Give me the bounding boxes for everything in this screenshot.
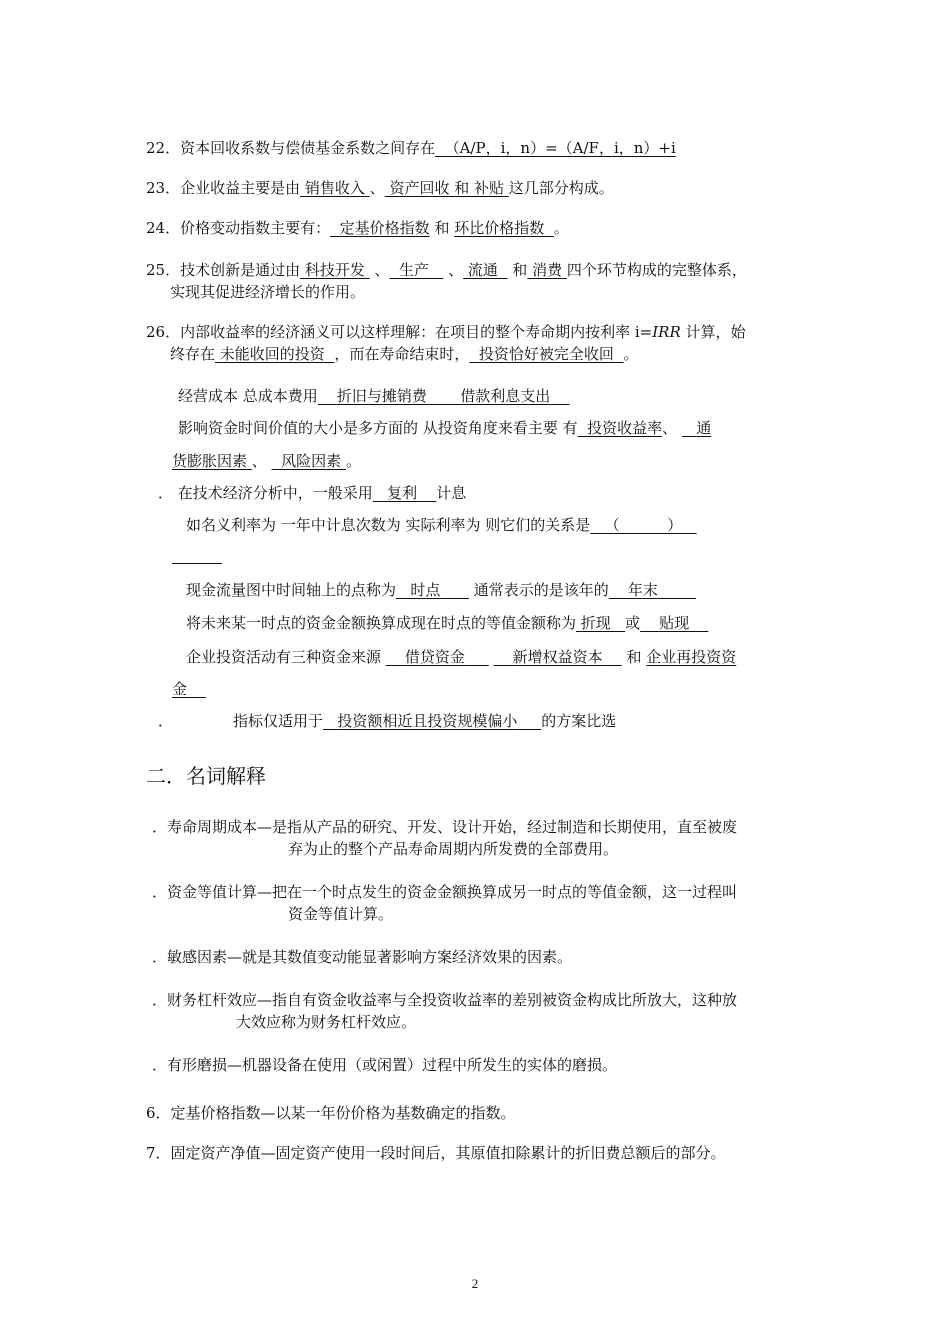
question-34: [158, 711, 616, 731]
separator: 或: [625, 614, 641, 632]
item-number: ．: [152, 991, 168, 1009]
formula-part: i=: [634, 323, 653, 341]
definition-text: 弃为止的整个产品寿命周期内所发费的全部费用。: [288, 840, 619, 858]
question-25-line-2: [170, 282, 365, 302]
item-number: ．: [152, 1056, 168, 1074]
answer-blank: 流通: [467, 261, 498, 279]
answer-blank: 消费: [532, 261, 563, 279]
question-text-end: 的方案比选: [541, 712, 617, 730]
definition-1-line-2: [288, 839, 618, 859]
separator: 、: [369, 179, 385, 197]
question-text: 实现其促进经济增长的作用。: [170, 283, 366, 301]
separator: 、: [662, 419, 678, 437]
answer-blank: 货膨胀因素: [172, 452, 248, 470]
question-text: 22．资本回收系数与偿债基金系数之间存在: [146, 139, 436, 157]
question-29: [158, 483, 466, 503]
question-text: 经营成本 总成本费用: [178, 387, 318, 405]
question-text: 影响资金时间价值的大小是多方面的 从投资角度来看主要 有: [178, 419, 578, 437]
page-number: 2: [471, 1276, 479, 1291]
question-27: [178, 386, 569, 406]
question-text-end: 计息: [436, 484, 467, 502]
answer-blank: 借贷资金: [404, 648, 465, 666]
question-28-line-1: [178, 418, 711, 438]
definition-text: 敏感因素—就是其数值变动能显著影响方案经济效果的因素。: [167, 948, 573, 966]
answer-blank: 通: [696, 419, 712, 437]
definition-text: 资金等值计算。: [288, 905, 394, 923]
definition-2-line-1: [152, 882, 737, 902]
formula-irr: IRR: [652, 323, 681, 341]
answer-blank: 风险因素: [281, 452, 342, 470]
question-text: 如名义利率为 一年中计息次数为 实际利率为 则它们的关系是: [186, 516, 591, 534]
answer-blank: 投资额相近且投资规模偏小: [337, 712, 518, 730]
item-number: ．: [152, 948, 168, 966]
question-28-line-2: [172, 451, 361, 471]
answer-blank: 投资收益率: [587, 419, 663, 437]
separator: 、: [374, 261, 390, 279]
question-31: [186, 580, 696, 600]
question-text-end: 这几部分构成。: [508, 179, 614, 197]
answer-blank: 贴现: [659, 614, 690, 632]
answer-blank: 时点: [410, 581, 441, 599]
question-text: 指标仅适用于: [233, 712, 324, 730]
question-25-line-1: [146, 260, 747, 280]
answer-blank: （ ）: [604, 516, 683, 534]
answer-blank: 复利: [387, 484, 418, 502]
definition-text: 资金等值计算—把在一个时点发生的资金金额换算成另一时点的等值金额，这一过程叫: [167, 883, 738, 901]
separator: 和: [626, 648, 642, 666]
section-heading: 二．名词解释: [146, 764, 266, 788]
question-30: [186, 515, 697, 535]
definition-3: [152, 947, 572, 967]
question-26-line-1: [146, 322, 746, 342]
answer-blank: 销售收入: [304, 179, 365, 197]
definition-4-line-1: [152, 990, 737, 1010]
answer-blank: 金: [172, 680, 188, 698]
answer-blank: 环比价格指数: [454, 219, 545, 237]
answer-blank: 投资恰好被完全收回: [478, 345, 614, 363]
definition-4-line-2: [236, 1012, 416, 1032]
question-text: ，而在寿命结束时，: [334, 345, 470, 363]
question-text: 通常表示的是该年的: [473, 581, 609, 599]
question-text: 将未来某一时点的资金金额换算成现在时点的等值金额称为: [186, 614, 577, 632]
answer-blank: 资产回收 和 补贴: [389, 179, 505, 197]
question-text: 企业投资活动有三种资金来源: [186, 648, 382, 666]
question-33-line-2: [172, 679, 206, 699]
definition-text: 定基价格指数—以某一年份价格为基数确定的指数。: [170, 1104, 516, 1122]
definition-1-line-1: [152, 817, 737, 837]
question-text: 23．企业收益主要是由: [146, 179, 301, 197]
item-number: ．: [152, 883, 168, 901]
item-number: ．: [158, 712, 174, 730]
answer-blank: 生产: [399, 261, 430, 279]
question-text: 现金流量图中时间轴上的点称为: [186, 581, 397, 599]
separator: 和: [512, 261, 528, 279]
answer-blank: 企业再投资资: [646, 648, 737, 666]
question-text: 终存在: [170, 345, 216, 363]
item-number: 6．: [146, 1104, 171, 1122]
definition-2-line-2: [288, 904, 393, 924]
question-24: [146, 218, 569, 238]
question-text: 计算，始: [685, 323, 746, 341]
question-33-line-1: [186, 647, 736, 667]
question-32: [186, 613, 708, 633]
definition-5: [152, 1055, 617, 1075]
question-22: [146, 138, 676, 158]
answer-blank: （A/P，i，n）=（A/F，i，n）+i: [444, 139, 676, 157]
definition-text: 寿命周期成本—是指从产品的研究、开发、设计开始，经过制造和长期使用，直至被废: [167, 818, 738, 836]
question-text: 在技术经济分析中，一般采用: [177, 484, 373, 502]
answer-blank: 新增权益资本: [512, 648, 603, 666]
answer-blank: 未能收回的投资: [219, 345, 325, 363]
answer-blank: 年末: [627, 581, 658, 599]
question-text: 26．内部收益率的经济涵义可以这样理解：在项目的整个寿命期内按利率: [146, 323, 631, 341]
question-text-end: 。: [623, 345, 639, 363]
definition-text: 财务杠杆效应—指自有资金收益率与全投资收益率的差别被资金构成比所放大，这种放: [167, 991, 738, 1009]
answer-blank: 定基价格指数: [339, 219, 430, 237]
question-text-end: 。: [553, 219, 569, 237]
separator: 、: [251, 452, 267, 470]
answer-blank: 借款利息支出: [460, 387, 551, 405]
question-26-line-2: [170, 344, 639, 364]
question-text: 24．价格变动指数主要有：: [146, 219, 331, 237]
answer-blank-continuation: [172, 563, 222, 564]
separator: 、: [448, 261, 464, 279]
definition-7: [146, 1143, 726, 1163]
definition-text: 有形磨损—机器设备在使用（或闲置）过程中所发生的实体的磨损。: [167, 1056, 618, 1074]
question-23: [146, 178, 614, 198]
question-text-end: 四个环节构成的完整体系，: [566, 261, 747, 279]
answer-blank: 折现: [580, 614, 611, 632]
answer-blank: 科技开发: [304, 261, 365, 279]
item-number: 7．: [146, 1144, 171, 1162]
definition-6: [146, 1103, 516, 1123]
separator: 和: [434, 219, 450, 237]
definition-text: 固定资产净值—固定资产使用一段时间后，其原值扣除累计的折旧费总额后的部分。: [170, 1144, 726, 1162]
question-text-end: 。: [345, 452, 361, 470]
definition-text: 大效应称为财务杠杆效应。: [236, 1013, 417, 1031]
item-number: ．: [158, 484, 174, 502]
question-text: 25．技术创新是通过由: [146, 261, 301, 279]
item-number: ．: [152, 818, 168, 836]
answer-blank: 折旧与摊销费: [336, 387, 427, 405]
